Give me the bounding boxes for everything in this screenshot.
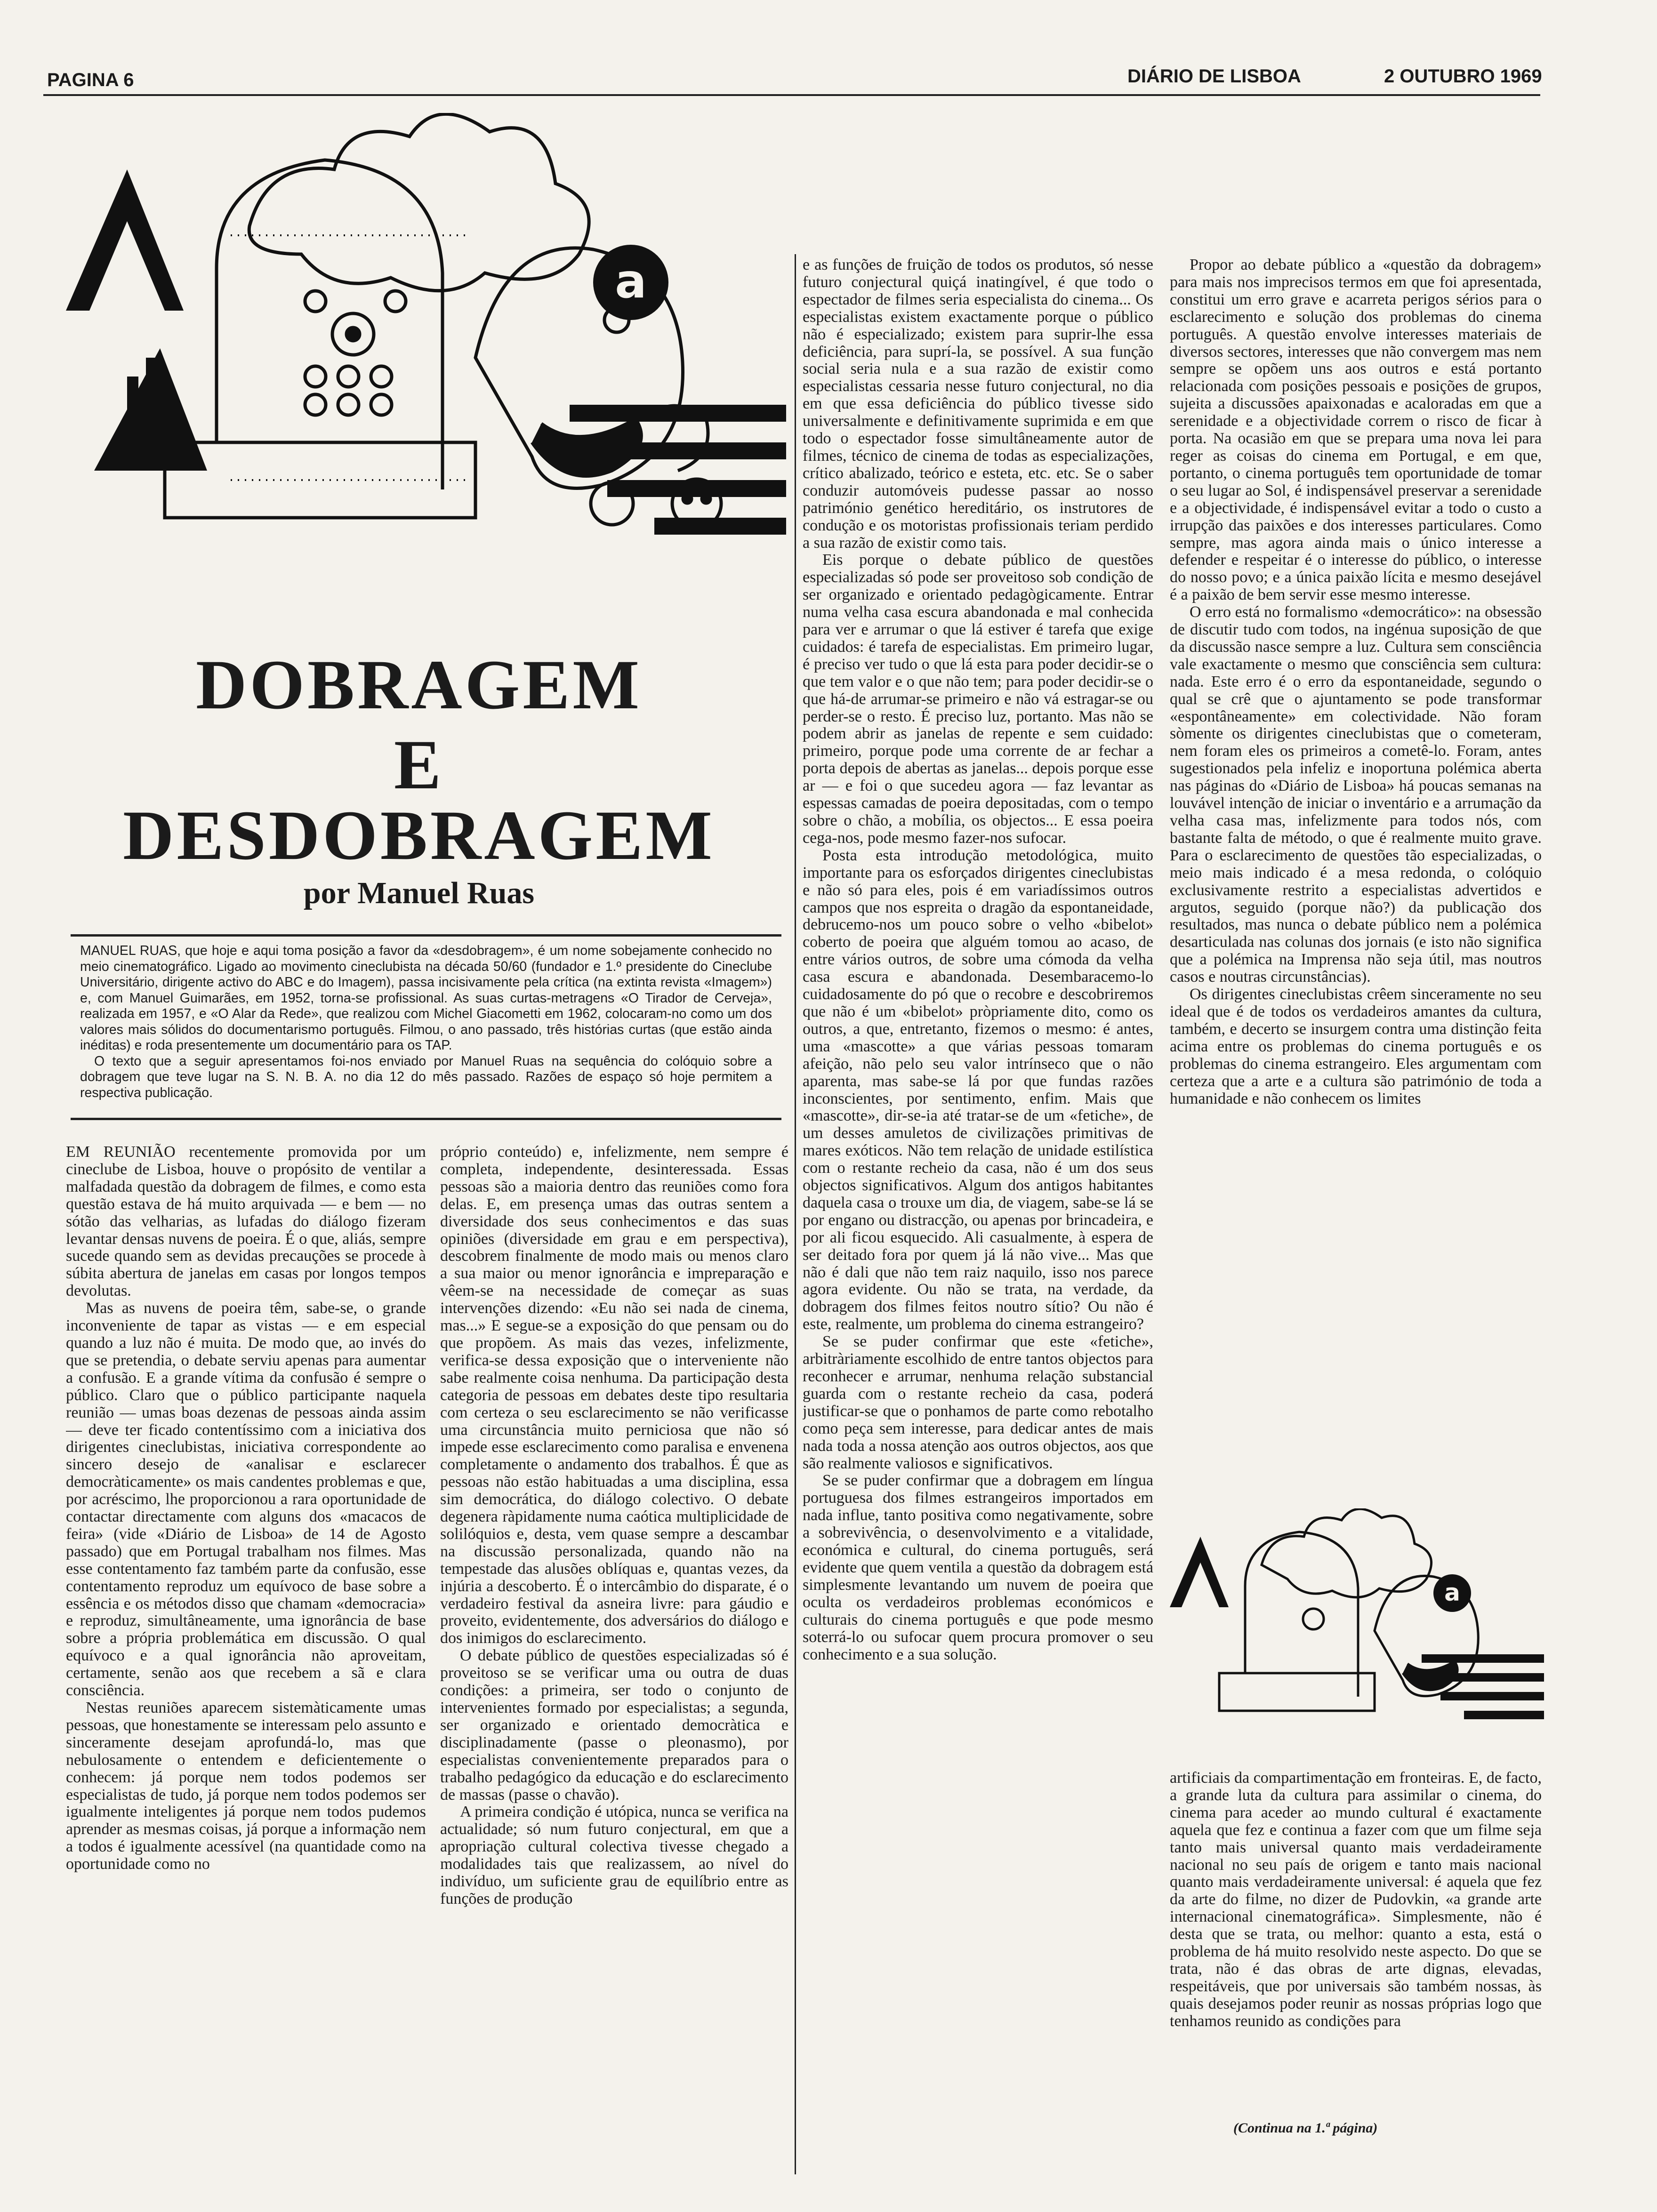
column-5 (1170, 1770, 1542, 2118)
column-rule (795, 254, 796, 2174)
paragraph: O debate público de questões especializadas só é proveitoso se se verificar uma ou outra de duas condições: a primeira, ser todo o conjunto de intervenientes formado por especialistas; a segunda, ser organizado e orientado democràtica e disciplinadamente (passe o pleonasmo), por especialistas convenientemente preparados para o trabalho pedagógico da educação e do esclarecimento de massas (passe o chavão). (440, 1647, 788, 1803)
headline-word1: DOBRAGEM (196, 646, 642, 724)
paragraph: A primeira condição é utópica, nunca se verifica na actualidade; só num futuro conjectural, em que a apropriação cultural colectiva tivesse chegado a modalidades tais que realizassem, ao nível do indivíduo, um suficiente grau de equilíbrio entre as funções de produção (440, 1803, 788, 1907)
paragraph: Propor ao debate público a «questão da dobragem» para mais nos imprecisos termos em que foi apresentada, constitui um erro grave e acarreta perigos sérios para o esclarecimento e solução dos problemas do cinema português. A questão envolve interesses materiais de diversos sectores, interesses que não convergem mas nem sempre se opõem uns aos outros e está portanto relacionada com posições pessoais e posições de grupos, sujeita a discussões apaixonadas e acaloradas em que a serenidade e a objectividade correm o risco de ficar à porta. Na ocasião em que se prepara uma nova lei para reger as coisas do cinema em Portugal, e em que, portanto, o cinema português tem oportunidade de tomar o seu lugar ao Sol, é indispensável preservar a serenidade e a objectividade, é indispensável evitar a todo o custo a irrupção das paixões e dos interesses particulares. Como sempre, mas agora ainda mais o único interesse a defender e respeitar é o interesse do público, o interesse do nosso povo; e a única paixão lícita e mesmo desejável é a paixão de bem servir esse mesmo interesse. (1170, 256, 1542, 604)
paragraph: artificiais da compartimentação em fronteiras. E, de facto, a grande luta da cultura para assimilar o cinema, do cinema para aceder ao mundo cultural é exactamente aquela que fez e continua a fazer com que um filme seja tanto mais universal quanto mais verdadeiramente nacional no seu país de origem e tanto mais nacional quanto mais verdadeiramente universal: é aquela que fez da arte do filme, no dizer de Pudovkin, «a grande arte internacional cinematográfica». Simplesmente, não é desta que se trata, ou melhor: quanto a esta, está o problema de há muito resolvido neste aspecto. Do que se trata, não é das obras de arte dignas, elevadas, respeitáveis, que por universais são também nossas, às quais desejamos poder reunir as nossas próprias logo que tenhamos reunido as condições para (1170, 1770, 1542, 2030)
illustration-letter: a (615, 254, 647, 309)
paragraph: Posta esta introdução metodológica, muito importante para os esforçados dirigentes cineclubistas e não só para eles, pois é em variadíssimos outros campos que nos espreita o dragão da espontaneidade, debrucemo-nos um pouco sobre o velho «bibelot» coberto de poeira que alguém tomou ao acaso, de entre vários outros, de sobre uma cómoda da velha casa escura e abandonada. Desembaracemo-lo cuidadosamente do pó que o recobre e descobriremos que não é um «bibelot» pròpriamente dito, como os outros, a que, entretanto, fizemos o mesmo: é antes, uma «mascotte» a que várias pessoas tomaram afeição, não pelo seu valor intrínseco que o não aparenta, mas sabe-se lá por que fundas razões inconscientes, por sentimento, enfim. Mais que «mascotte», dir-se-ia até tratar-se de um «fetiche», de um desses amuletos de civilizações primitivas de mares exóticos. Não tem relação de unidade estilística com o restante recheio da casa, não é um dos seus objectos significativos. Algum dos antigos habitantes daquela casa o trouxe um dia, de viagem, sabe-se lá se por engano ou distracção, ou apenas por brincadeira, e por ali ficou esquecido. Ali casualmente, à espera de ser deitado fora por quem já lá não vive... Mas que não é dali que não tem raiz naquilo, isso nos parece agora evidente. Ou não se trata, na verdade, da dobragem dos filmes feitos noutro sítio? Ou não é este, realmente, um problema do cinema estrangeiro? (803, 846, 1153, 1333)
paragraph: e as funções de fruição de todos os produtos, só nesse futuro conjectural quiçá inatingível, é que todo o espectador de filmes seria especialista do cinema... Os especialistas existem exactamente porque o público não é especializado; existem para suprir-lhe essa deficiência, para suprí-la, se possível. A sua função social seria nula e a sua razão de existir como especialistas cessaria nesse futuro conjectural, no dia em que essa deficiência do público tivesse sido universalmente e definitivamente suprimida e em que todo o espectador fosse simultâneamente autor de filmes, técnico de cinema de todas as especializações, crítico abalizado, teórico e esteta, etc. etc. Se o saber conduzir automóveis pudesse passar ao nosso património genético hereditário, os instrutores de condução e os motoristas profissionais teriam perdido a sua razão de existir como tais. (803, 256, 1153, 552)
newspaper-name: DIÁRIO DE LISBOA (1127, 66, 1301, 87)
cartoon-illustration (52, 113, 786, 612)
paragraph: Se se puder confirmar que este «fetiche», arbitràriamente escolhido de entre tantos objectos para reconhecer e arrumar, nenhuma relação substancial guarda com o restante recheio da casa, poderá justificar-se que o ponhamos de parte como rebotalho como peça sem interesse, para dedicar antes de mais nada toda a nossa atenção aos outros objectos, aos que são realmente valiosos e significativos. (803, 1333, 1153, 1472)
intro-paragraph: MANUEL RUAS, que hoje e aqui toma posição a favor da «desdobragem», é um nome sobejamente conhecido no meio cinematográfico. Ligado ao movimento cineclubista na década 50/60 (fundador e 1.º presidente do Cineclube Universitário, dirigente activo do ABC e do Imagem), passa incisivamente pela crítica (na extinta revista «Imagem») e, com Manuel Guimarães, em 1952, torna-se profissional. As suas curtas-metragens «O Tirador de Cerveja», realizada em 1957, e «O Alar da Rede», que realizou com Michel Giacometti em 1962, colocaram-no como um dos valores mais sólidos do documentarismo português. Filmou, o ano passado, três histórias curtas (que estão ainda inéditas) e roda presentemente um documentário para os TAP. (80, 943, 772, 1053)
intro-paragraph: O texto que a seguir apresentamos foi-nos enviado por Manuel Ruas na sequência do colóquio sobre a dobragem que teve lugar na S. N. B. A. no dia 12 do mês passado. Razões de espaço só hoje permitem a respectiva publicação. (80, 1053, 772, 1100)
column-1 (66, 1144, 426, 2170)
page-number: PAGINA 6 (47, 70, 134, 90)
paragraph: O erro está no formalismo «democrático»: na obsessão de discutir tudo com todos, na ingénua suposição de que da discussão nasce sempre a luz. Cultura sem consciência vale exactamente o mesmo que consciência sem cultura: nada. Este erro é o erro da espontaneidade, segundo o qual se crê que o ajuntamento se pode transformar «espontâneamente» em colectividade. Não foram sòmente os dirigentes cineclubistas que o cometeram, nem foram eles os primeiros a cometê-lo. Foram, antes sugestionados pela infeliz e inoportuna polémica aberta nas páginas do «Diário de Lisboa» há poucas semanas na louvável intenção de iniciar o inventário e a arrumação da velha casa mas, infelizmente para todos nós, com bastante falta de método, o que é realmente muito grave. Para o esclarecimento de questões tão especializadas, o meio mais indicado é a mesa redonda, o colóquio exclusivamente restrito a especialistas advertidos e argutos, seguido (porque não?) da publicação dos resultados, mas nunca o debate público nem a polémica desarticulada nas colunas dos jornais (e isto não significa que a polémica na Imprensa não seja útil, mas noutros casos e noutras circunstâncias). (1170, 603, 1542, 986)
paragraph: Os dirigentes cineclubistas crêem sinceramente no seu ideal que é de todos os verdadeiros amantes da cultura, também, e decerto se insurgem contra uma distinção feita acima entre os problemas do cinema português e os problemas do cinema estrangeiro. Eles argumentam com certeza que a arte e a cultura são património de toda a humanidade e não conhecem os limites (1170, 986, 1542, 1107)
paragraph: Eis porque o debate público de questões especializadas só pode ser proveitoso sob condição de ser organizado e orientado pedagògicamente. Entrar numa velha casa escura abandonada e mal conhecida para ver e arrumar o que lá estiver é tarefa que exige cuidados: é tarefa de especialistas. Em primeiro lugar, é preciso ver tudo o que lá esta para poder decidir-se o que tem valor e o que não tem; para poder decidir-se o que há-de arrumar-se primeiro e não vá estragar-se ou perder-se o resto. É preciso luz, portanto. Mas não se podem abrir as janelas de repente e sem cuidado: primeiro, porque pode uma corrente de ar fechar a porta depois de abertas as janelas... depois porque esse ar — e foi o que sucedeu agora — faz levantar as espessas camadas de poeira depositadas, com o tempo sobre o chão, a mobília, os objectos... E essa poeira cega-nos, pode mesmo fazer-nos sufocar. (803, 551, 1153, 847)
issue-date: 2 OUTUBRO 1969 (1384, 66, 1542, 87)
header-rule (43, 94, 1540, 96)
paragraph: EM REUNIÃO recentemente promovida por um cineclube de Lisboa, houve o propósito de ventilar a malfadada questão da dobragem de filmes, e como esta questão estava de há muito arquivada — e bem — no sótão das velharias, as lufadas do diálogo fizeram levantar densas nuvens de poeira. É o que, aliás, sempre sucede quando sem as devidas precauções se procede à súbita abertura de janelas em casas por longos tempos devolutas. (66, 1144, 426, 1300)
byline: por Manuel Ruas (303, 876, 535, 910)
headline-word2: E (394, 726, 444, 804)
paragraph: Mas as nuvens de poeira têm, sabe-se, o grande inconveniente de tapar as vistas — e em especial quando a luz não é muita. De modo que, ao invés do que se pretendia, o debate serviu apenas para aumentar a confusão. E a grande vítima da confusão é sempre o público. Claro que o público participante naquela reunião — umas boas dezenas de pessoas ainda assim — deve ter ficado contentíssimo com a iniciativa dos dirigentes cineclubistas, iniciativa correspondente ao sincero desejo de «analisar e esclarecer democràticamente» os mais candentes problemas e que, por acréscimo, lhe proporcionou a rara oportunidade de contactar directamente com alguns dos «macacos de feira» (vide «Diário de Lisboa» de 14 de Agosto passado) que em Portugal trabalham nos filmes. Mas esse contentamento faz também parte da confusão, esse contentamento reproduz um equívoco de base sobre a essência e os métodos disso que chamam «democracia» e reproduz, simultâneamente, uma ignorância de base sobre a própria problemática em discussão. O qual equívoco e a qual ignorância não aproveitam, certamente, senão aos que recebem a sã e clara consciência. (66, 1299, 426, 1699)
column-2 (440, 1144, 788, 2170)
headline-word3: DESDOBRAGEM (123, 796, 715, 874)
author-intro-box (71, 934, 781, 1120)
continuation-note: (Continua na 1.ª página) (1233, 2120, 1378, 2136)
column-3 (803, 256, 1153, 2174)
cartoon-illustration-small (1163, 1508, 1544, 1763)
illustration-letter-small: a (1444, 1579, 1460, 1606)
column-4 (1170, 256, 1542, 1504)
paragraph: Se se puder confirmar que a dobragem em língua portuguesa dos filmes estrangeiros importados em nada influe, tanto positiva como negativamente, sobre a sobrevivência, o desenvolvimento e a vitalidade, económica e cultural, do cinema português, será evidente que quem ventila a questão da dobragem está simplesmente levantando um nuvem de poeira que oculta os verdadeiros problemas económicos e culturais do cinema português e que pode mesmo soterrá-lo ou sufocar quem procura promover o seu conhecimento e a sua solução. (803, 1472, 1153, 1663)
paragraph: Nestas reuniões aparecem sistemàticamente umas pessoas, que honestamente se interessam pelo assunto e sinceramente desejam aprofundá-lo, mas que nebulosamente o entendem e deficientemente o conhecem: já porque nem todos podemos ser especialistas de tudo, já porque nem todos podemos ser igualmente inteligentes já porque nem todos pudemos aprender as mesmas coisas, já porque a informação nem a todos é igualmente acessível (na quantidade como na oportunidade como no (66, 1699, 426, 1873)
paragraph: próprio conteúdo) e, infelizmente, nem sempre é completa, independente, desinteressada. Essas pessoas são a maioria dentro das reuniões como fora delas. E, em presença umas das outras sentem a diversidade dos seus conhecimentos e das suas opiniões (diversidade em grau e em perspectiva), descobrem finalmente de modo mais ou menos claro a sua maior ou menor ignorância e impreparação e vêem-se na necessidade de começar as suas intervenções dizendo: «Eu não sei nada de cinema, mas...» E segue-se a exposição do que pensam ou do que propõem. As mais das vezes, infelizmente, verifica-se dessa exposição que o interveniente não sabe realmente coisa nenhuma. Da participação desta categoria de pessoas em debates deste tipo resultaria com certeza o seu esclarecimento se não verificasse uma circunstância muito perniciosa que não só impede esse esclarecimento como paralisa e envenena completamente o andamento dos trabalhos. É que as pessoas não estão habituadas a uma disciplina, essa sim democrática, do diálogo colectivo. O debate degenera ràpidamente numa caótica multiplicidade de solilóquios e, desta, vem quase sempre a descambar na discussão personalizada, quando não na tempestade das alusões oblíquas e, quantas vezes, da injúria a descoberto. É o intercâmbio do disparate, é o verdadeiro festival da asneira livre: para gáudio e proveito, evidentemente, dos adversários do diálogo e dos inimigos do esclarecimento. (440, 1144, 788, 1647)
